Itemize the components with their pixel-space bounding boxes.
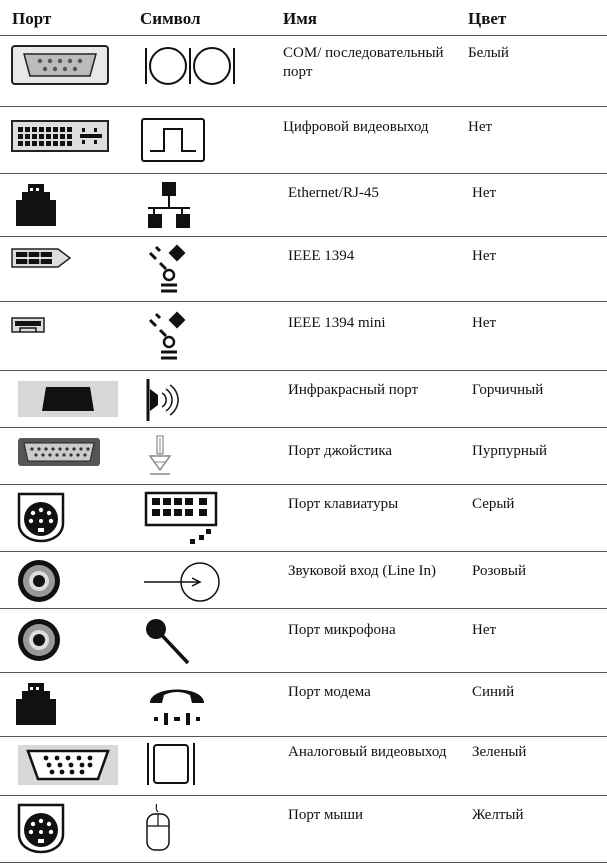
infrared-port-icon [18,381,130,417]
port-color: Нет [472,315,497,331]
port-name: Порт джойстика [288,443,393,459]
firewire-connector-icon [10,247,122,269]
vga-connector-icon [18,745,130,785]
port-name: Инфракрасный порт [288,382,419,398]
table-row [0,371,607,427]
keyboard-symbol-icon [144,491,244,547]
rj11-connector-icon [16,681,128,727]
table-row [0,174,607,236]
header-color: Цвет [468,9,507,28]
digital-video-symbol-icon [140,117,240,163]
table-row [0,107,607,173]
divider [0,862,607,863]
firewire-mini-connector-icon [10,316,122,334]
firewire-symbol-icon [146,310,246,362]
port-color: Горчичный [472,382,544,398]
mouse-symbol-icon [144,802,244,854]
joystick-connector-icon [18,438,130,466]
port-name: IEEE 1394 mini [288,315,386,331]
joystick-symbol-icon [146,434,246,478]
port-name: IEEE 1394 [288,248,355,264]
audio-jack-icon [16,617,128,663]
port-color: Нет [472,622,497,638]
dvi-connector-icon [10,119,122,153]
port-name: Порт клавиатуры [288,496,399,512]
port-color: Розовый [472,563,526,579]
port-name: Ethernet/RJ-45 [288,185,379,201]
port-color: Серый [472,496,515,512]
header-symbol: Символ [140,9,201,28]
table-row [0,302,607,370]
port-name: Порт микрофона [288,622,396,638]
port-color: Нет [472,185,497,201]
audio-jack-icon [16,558,128,604]
table-row [0,737,607,795]
table-row [0,609,607,672]
table-row [0,428,607,484]
header-name: Имя [283,9,317,28]
port-name: Аналоговый видеовыход [288,744,447,760]
port-color: Синий [472,684,515,700]
table-row [0,485,607,551]
port-name: Звуковой вход (Line In) [288,563,437,579]
microphone-symbol-icon [144,617,244,667]
table-row [0,673,607,736]
ps2-connector-icon [16,802,128,854]
port-color: Пурпурный [472,443,547,459]
network-symbol-icon [146,180,246,230]
ps2-connector-icon [16,491,128,543]
port-name: COM/ последовательный порт [283,45,444,80]
modem-phone-symbol-icon [144,679,244,729]
port-color: Белый [468,45,509,61]
rj45-connector-icon [16,182,128,228]
infrared-symbol-icon [146,377,246,423]
port-name: Порт модема [288,684,371,700]
table-row [0,36,607,106]
port-name: Порт мыши [288,807,364,823]
line-in-symbol-icon [140,560,240,604]
com-port-symbol-icon [140,44,240,88]
table-header [0,0,607,36]
port-color: Нет [472,248,497,264]
table-row [0,796,607,862]
table-row [0,552,607,608]
monitor-symbol-icon [146,741,246,787]
port-color: Нет [468,119,493,135]
port-color: Желтый [472,807,524,823]
firewire-symbol-icon [146,243,246,295]
serial-db9-connector-icon [10,44,122,86]
table-row [0,237,607,301]
port-color: Зеленый [472,744,527,760]
header-port: Порт [12,9,52,28]
port-name: Цифровой видеовыход [283,119,429,135]
